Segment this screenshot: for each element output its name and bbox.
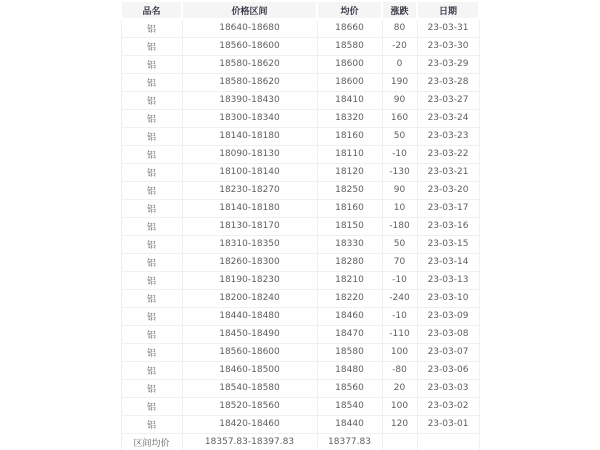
cell-avg-price: 18250 (317, 181, 382, 199)
cell-price-range: 18580-18620 (182, 73, 317, 91)
cell-change: -10 (382, 271, 417, 289)
table-row (121, 145, 479, 163)
cell-avg-price: 18120 (317, 163, 382, 181)
cell-date: 23-03-14 (417, 253, 479, 271)
cell-price-range: 18310-18350 (182, 235, 317, 253)
cell-change: 100 (382, 343, 417, 361)
cell-change: -110 (382, 325, 417, 343)
header-price-range: 价格区间 (182, 1, 317, 19)
cell-price-range: 18260-18300 (182, 253, 317, 271)
cell-date: 23-03-20 (417, 181, 479, 199)
cell-change: 10 (382, 199, 417, 217)
cell-avg-price: 18410 (317, 91, 382, 109)
cell-date: 23-03-02 (417, 397, 479, 415)
cell-date: 23-03-06 (417, 361, 479, 379)
cell-avg-price: 18540 (317, 397, 382, 415)
cell-avg-price: 18280 (317, 253, 382, 271)
cell-price-range: 18580-18620 (182, 55, 317, 73)
cell-change: -180 (382, 217, 417, 235)
cell-price-range: 18100-18140 (182, 163, 317, 181)
cell-avg-price: 18330 (317, 235, 382, 253)
cell-product-name: 铝 (121, 127, 182, 145)
cell-change: 0 (382, 55, 417, 73)
cell-change: -130 (382, 163, 417, 181)
cell-price-range: 18190-18230 (182, 271, 317, 289)
header-change: 涨跌 (382, 1, 417, 19)
cell-change: -10 (382, 307, 417, 325)
cell-price-range: 18090-18130 (182, 145, 317, 163)
cell-change: 20 (382, 379, 417, 397)
cell-date: 23-03-24 (417, 109, 479, 127)
cell-change: 90 (382, 181, 417, 199)
cell-price-range: 18300-18340 (182, 109, 317, 127)
cell-product-name: 铝 (121, 145, 182, 163)
cell-date: 23-03-13 (417, 271, 479, 289)
cell-date: 23-03-03 (417, 379, 479, 397)
table-row (121, 163, 479, 181)
cell-change: 100 (382, 397, 417, 415)
cell-date: 23-03-29 (417, 55, 479, 73)
cell-product-name: 铝 (121, 271, 182, 289)
cell-avg-price: 18660 (317, 19, 382, 37)
cell-change: 80 (382, 19, 417, 37)
table-row (121, 253, 479, 271)
cell-product-name: 铝 (121, 91, 182, 109)
table-body (121, 19, 479, 433)
header-avg-price: 均价 (317, 1, 382, 19)
summary-label: 区间均价 (121, 433, 182, 450)
cell-change: -10 (382, 145, 417, 163)
cell-change: -80 (382, 361, 417, 379)
cell-avg-price: 18470 (317, 325, 382, 343)
cell-price-range: 18140-18180 (182, 199, 317, 217)
cell-date: 23-03-10 (417, 289, 479, 307)
cell-date: 23-03-31 (417, 19, 479, 37)
cell-date: 23-03-08 (417, 325, 479, 343)
cell-price-range: 18230-18270 (182, 181, 317, 199)
cell-avg-price: 18160 (317, 199, 382, 217)
cell-date: 23-03-01 (417, 415, 479, 433)
cell-avg-price: 18220 (317, 289, 382, 307)
cell-price-range: 18440-18480 (182, 307, 317, 325)
header-date: 日期 (417, 1, 479, 19)
cell-product-name: 铝 (121, 37, 182, 55)
cell-price-range: 18200-18240 (182, 289, 317, 307)
cell-price-range: 18450-18490 (182, 325, 317, 343)
cell-product-name: 铝 (121, 235, 182, 253)
cell-change: -20 (382, 37, 417, 55)
cell-date: 23-03-28 (417, 73, 479, 91)
cell-avg-price: 18110 (317, 145, 382, 163)
summary-row (121, 433, 479, 450)
summary-change (382, 433, 417, 450)
cell-product-name: 铝 (121, 415, 182, 433)
cell-product-name: 铝 (121, 199, 182, 217)
cell-date: 23-03-22 (417, 145, 479, 163)
cell-price-range: 18520-18560 (182, 397, 317, 415)
header-row (121, 1, 479, 19)
cell-change: 190 (382, 73, 417, 91)
cell-product-name: 铝 (121, 397, 182, 415)
cell-date: 23-03-21 (417, 163, 479, 181)
summary-price-range: 18357.83-18397.83 (182, 433, 317, 450)
cell-product-name: 铝 (121, 289, 182, 307)
cell-price-range: 18560-18600 (182, 343, 317, 361)
cell-product-name: 铝 (121, 55, 182, 73)
cell-avg-price: 18150 (317, 217, 382, 235)
cell-avg-price: 18600 (317, 73, 382, 91)
cell-price-range: 18560-18600 (182, 37, 317, 55)
cell-product-name: 铝 (121, 379, 182, 397)
cell-avg-price: 18580 (317, 343, 382, 361)
cell-change: 70 (382, 253, 417, 271)
cell-change: 50 (382, 235, 417, 253)
cell-price-range: 18540-18580 (182, 379, 317, 397)
table-row (121, 73, 479, 91)
table-row (121, 397, 479, 415)
cell-date: 23-03-07 (417, 343, 479, 361)
cell-product-name: 铝 (121, 361, 182, 379)
price-table (120, 0, 480, 450)
cell-product-name: 铝 (121, 253, 182, 271)
cell-change: 160 (382, 109, 417, 127)
table-row (121, 325, 479, 343)
table-row (121, 91, 479, 109)
cell-price-range: 18130-18170 (182, 217, 317, 235)
table-row (121, 37, 479, 55)
cell-change: 90 (382, 91, 417, 109)
cell-date: 23-03-17 (417, 199, 479, 217)
cell-change: 50 (382, 127, 417, 145)
cell-date: 23-03-30 (417, 37, 479, 55)
cell-avg-price: 18460 (317, 307, 382, 325)
summary-avg-price: 18377.83 (317, 433, 382, 450)
table-row (121, 361, 479, 379)
cell-avg-price: 18560 (317, 379, 382, 397)
table-row (121, 55, 479, 73)
table-row (121, 199, 479, 217)
summary-date (417, 433, 479, 450)
table-row (121, 415, 479, 433)
table-row (121, 235, 479, 253)
table-row (121, 127, 479, 145)
cell-change: -240 (382, 289, 417, 307)
cell-product-name: 铝 (121, 325, 182, 343)
cell-avg-price: 18160 (317, 127, 382, 145)
cell-price-range: 18640-18680 (182, 19, 317, 37)
table-row (121, 289, 479, 307)
cell-avg-price: 18210 (317, 271, 382, 289)
cell-date: 23-03-27 (417, 91, 479, 109)
cell-price-range: 18140-18180 (182, 127, 317, 145)
table-row (121, 19, 479, 37)
cell-product-name: 铝 (121, 19, 182, 37)
cell-product-name: 铝 (121, 73, 182, 91)
cell-date: 23-03-16 (417, 217, 479, 235)
table-row (121, 379, 479, 397)
cell-avg-price: 18320 (317, 109, 382, 127)
table-row (121, 307, 479, 325)
table-row (121, 343, 479, 361)
cell-avg-price: 18440 (317, 415, 382, 433)
cell-price-range: 18460-18500 (182, 361, 317, 379)
cell-change: 120 (382, 415, 417, 433)
table-row (121, 109, 479, 127)
cell-price-range: 18390-18430 (182, 91, 317, 109)
cell-product-name: 铝 (121, 307, 182, 325)
cell-date: 23-03-15 (417, 235, 479, 253)
cell-product-name: 铝 (121, 217, 182, 235)
cell-avg-price: 18600 (317, 55, 382, 73)
header-product-name: 品名 (121, 1, 182, 19)
cell-price-range: 18420-18460 (182, 415, 317, 433)
table-row (121, 271, 479, 289)
cell-product-name: 铝 (121, 163, 182, 181)
cell-date: 23-03-09 (417, 307, 479, 325)
cell-avg-price: 18480 (317, 361, 382, 379)
cell-product-name: 铝 (121, 343, 182, 361)
table-row (121, 217, 479, 235)
cell-product-name: 铝 (121, 181, 182, 199)
cell-product-name: 铝 (121, 109, 182, 127)
cell-avg-price: 18580 (317, 37, 382, 55)
table-row (121, 181, 479, 199)
cell-date: 23-03-23 (417, 127, 479, 145)
